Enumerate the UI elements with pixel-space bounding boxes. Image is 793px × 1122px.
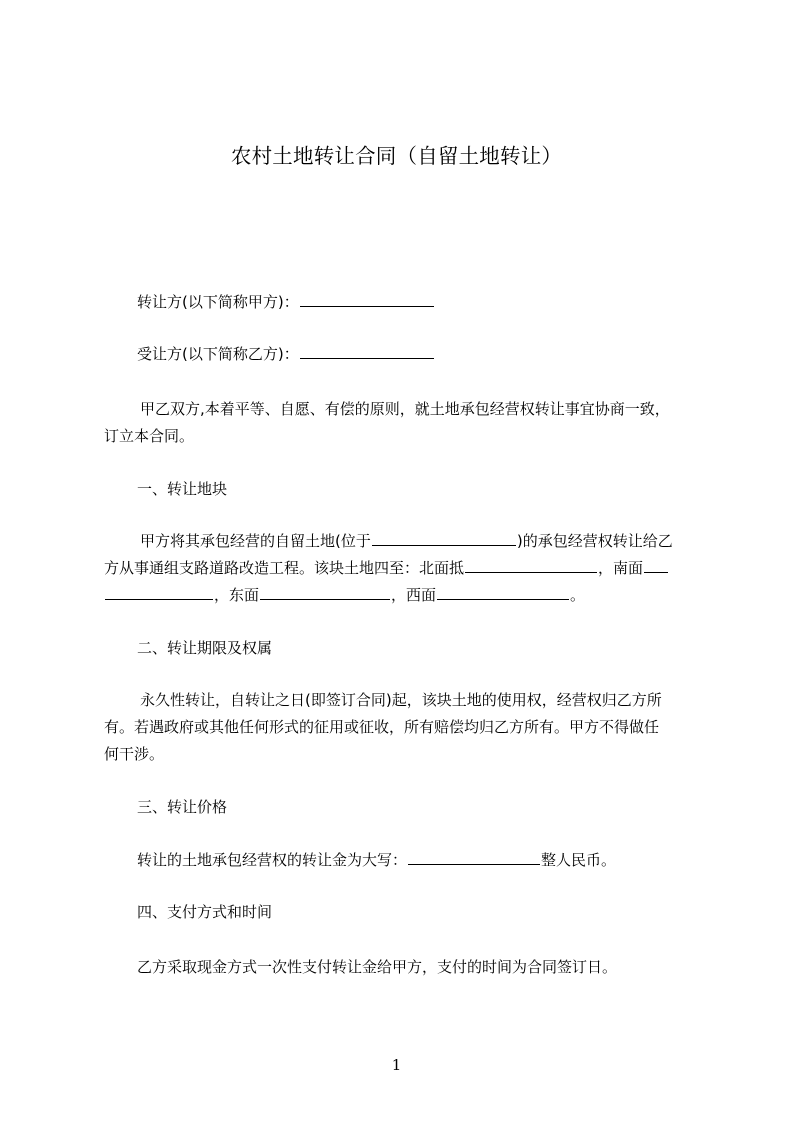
section-1-text-b: )的承包经营权转让给乙: [516, 532, 673, 550]
section-1-line-2: [104, 558, 669, 578]
section-1-text-a: 甲方将其承包经营的自留土地(位于: [140, 532, 371, 550]
preamble-line-1: 甲乙双方,本着平等、自愿、有偿的原则，就土地承包经营权转让事宜协商一致，: [140, 400, 670, 418]
location-blank: [372, 531, 516, 546]
price-blank: [408, 850, 540, 865]
section-1-line-3: [104, 585, 585, 605]
section-1-text-f: ，西面: [391, 586, 437, 604]
transferor-label: 转让方(以下简称甲方)：: [137, 293, 299, 311]
section-1-heading: 一、转让地块: [137, 480, 228, 498]
section-2-line-2: 有。若遇政府或其他任何形式的征用或征收，所有赔偿均归乙方所有。甲方不得做任: [104, 718, 660, 736]
section-1-line-1: [140, 531, 673, 551]
section-3-text-b: 整人民币。: [541, 851, 617, 869]
section-2-line-1: 永久性转让，自转让之日(即签订合同)起，该块土地的使用权，经营权归乙方所: [140, 691, 662, 709]
west-blank: [437, 585, 569, 600]
transferor-line: [137, 292, 435, 312]
section-3-line-1: [137, 850, 616, 870]
section-4-line-1: 乙方采取现金方式一次性支付转让金给甲方，支付的时间为合同签订日。: [137, 958, 618, 976]
section-1-text-c: 方从事通组支路道路改造工程。该块土地四至：北面抵: [104, 559, 465, 577]
north-blank: [465, 558, 597, 573]
section-1-text-d: ，南面: [598, 559, 644, 577]
preamble-line-2: 订立本合同。: [104, 427, 195, 445]
document-title: 农村土地转让合同（自留土地转让）: [230, 144, 563, 168]
section-2-line-3: 何干涉。: [104, 745, 165, 763]
section-1-text-e: ，东面: [214, 586, 260, 604]
east-blank: [260, 585, 390, 600]
transferee-line: [137, 344, 435, 364]
section-2-heading: 二、转让期限及权属: [137, 639, 273, 657]
south-blank-end: [105, 585, 213, 600]
page-number: 1: [391, 1056, 402, 1074]
section-4-heading: 四、支付方式和时间: [137, 903, 273, 921]
section-3-heading: 三、转让价格: [137, 798, 228, 816]
section-1-text-g: 。: [570, 586, 586, 604]
transferee-blank: [300, 344, 434, 359]
section-3-text-a: 转让的土地承包经营权的转让金为大写：: [137, 851, 408, 869]
transferee-label: 受让方(以下简称乙方)：: [137, 345, 299, 363]
south-blank-start: [644, 558, 668, 573]
transferor-blank: [300, 292, 434, 307]
